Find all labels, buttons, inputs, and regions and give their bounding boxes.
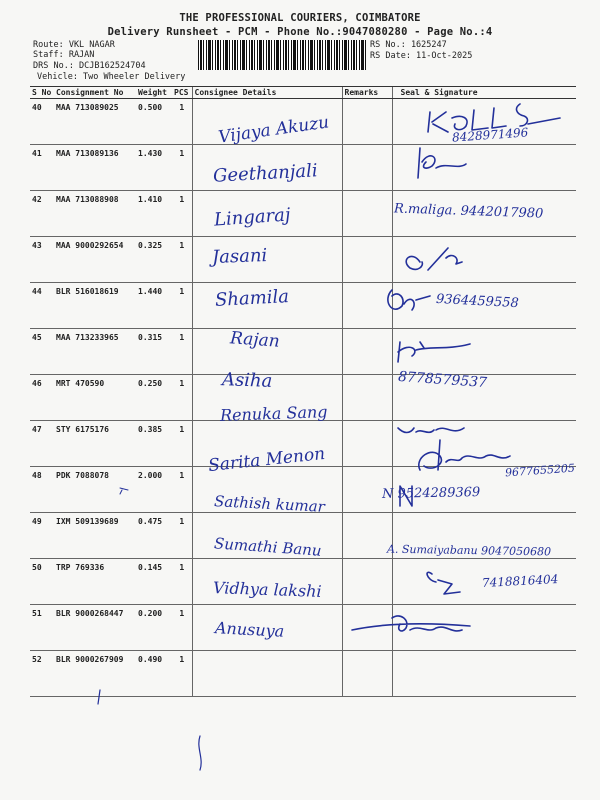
sno-cell: 50: [30, 559, 54, 605]
pcs-cell: 1: [172, 329, 192, 375]
consignment-cell: MRT 470590: [54, 375, 136, 421]
sno-cell: 52: [30, 651, 54, 697]
consignment-cell: IXM 509139689: [54, 513, 136, 559]
pcs-cell: 1: [172, 99, 192, 145]
handwritten-signature-note: 8778579537: [397, 368, 488, 392]
pcs-cell: 1: [172, 605, 192, 651]
staff-label: Staff: RAJAN: [33, 50, 95, 60]
consignment-cell: PDK 7088078: [54, 467, 136, 513]
header-remarks: Remarks: [342, 87, 392, 99]
weight-cell: 1.430: [136, 145, 172, 191]
pcs-cell: 1: [172, 559, 192, 605]
weight-cell: 0.325: [136, 237, 172, 283]
company-title: THE PROFESSIONAL COURIERS, COIMBATORE: [179, 12, 421, 24]
signature-mark: [352, 616, 470, 631]
handwritten-signature-note: A. Sumaiyabanu 9047050680: [386, 542, 552, 559]
signature-mark: [398, 428, 464, 433]
handwritten-name: Lingaraj: [213, 204, 292, 231]
handwritten-name: Rajan: [229, 328, 281, 352]
handwritten-signature-note: 8428971496: [451, 125, 529, 145]
sno-cell: 41: [30, 145, 54, 191]
pcs-cell: 1: [172, 651, 192, 697]
sno-cell: 44: [30, 283, 54, 329]
rs-date: RS Date: 11-Oct-2025: [370, 51, 473, 61]
weight-cell: 0.145: [136, 559, 172, 605]
handwritten-name: Sumathi Banu: [213, 534, 323, 560]
handwritten-signature-note: 7418816404: [481, 572, 559, 590]
pcs-cell: 1: [172, 191, 192, 237]
header-pcs: PCS: [172, 87, 192, 99]
rs-number: RS No.: 1625247: [370, 40, 447, 50]
consignment-cell: MAA 713089025: [54, 99, 136, 145]
consignment-cell: TRP 769336: [54, 559, 136, 605]
signature-mark: [388, 290, 430, 310]
handwritten-name: Sathish kumar: [213, 492, 326, 516]
handwritten-name: Shamila: [214, 286, 290, 311]
header-signature: Seal & Signature: [392, 87, 576, 99]
stray-mark: [98, 690, 201, 770]
handwritten-signature-note: N 9524289369: [381, 485, 481, 502]
signature-mark: [427, 572, 460, 594]
pcs-cell: 1: [172, 145, 192, 191]
signature-mark: [419, 440, 510, 470]
pcs-cell: 1: [172, 421, 192, 467]
handwritten-name: Renuka Sang: [219, 402, 328, 425]
consignment-cell: BLR 516018619: [54, 283, 136, 329]
stray-mark: [120, 488, 128, 494]
runsheet-subtitle: Delivery Runsheet - PCM - Phone No.:9047080280 - Page No.:4: [107, 26, 493, 38]
consignment-cell: MAA 713233965: [54, 329, 136, 375]
route-label: Route: VKL NAGAR: [33, 40, 115, 50]
weight-cell: 0.490: [136, 651, 172, 697]
sno-cell: 51: [30, 605, 54, 651]
handwritten-name: Vijaya Akuzu: [217, 112, 331, 148]
sno-cell: 49: [30, 513, 54, 559]
drs-label: DRS No.: DCJB162524704: [33, 61, 146, 71]
sno-cell: 40: [30, 99, 54, 145]
pcs-cell: 1: [172, 375, 192, 421]
weight-cell: 0.475: [136, 513, 172, 559]
pcs-cell: 1: [172, 283, 192, 329]
handwritten-name: Geethanjali: [212, 160, 319, 187]
consignment-cell: BLR 9000267909: [54, 651, 136, 697]
handwritten-name: Asiha: [221, 369, 273, 392]
pcs-cell: 1: [172, 467, 192, 513]
sno-cell: 45: [30, 329, 54, 375]
weight-cell: 1.440: [136, 283, 172, 329]
sno-cell: 43: [30, 237, 54, 283]
handwritten-signature-note: 9677655205: [504, 461, 576, 480]
handwritten-name: Vidhya lakshi: [212, 578, 322, 601]
signature-mark: [400, 486, 412, 506]
handwritten-signature-note: R.maliga. 9442017980: [393, 201, 544, 222]
handwritten-name: Sarita Menon: [207, 443, 327, 477]
header-weight: Weight: [136, 87, 172, 99]
header-sno: S No: [30, 87, 54, 99]
weight-cell: 0.315: [136, 329, 172, 375]
pcs-cell: 1: [172, 237, 192, 283]
weight-cell: 1.410: [136, 191, 172, 237]
handwritten-name: Jasani: [211, 245, 268, 268]
handwritten-signature-note: 9364459558: [435, 291, 520, 312]
weight-cell: 0.385: [136, 421, 172, 467]
consignment-cell: BLR 9000268447: [54, 605, 136, 651]
sno-cell: 48: [30, 467, 54, 513]
vehicle-label: Vehicle: Two Wheeler Delivery: [37, 72, 186, 82]
consignment-cell: MAA 713089136: [54, 145, 136, 191]
sno-cell: 47: [30, 421, 54, 467]
signature-mark: [406, 248, 462, 270]
consignment-cell: MAA 713088908: [54, 191, 136, 237]
signature-mark: [418, 148, 466, 178]
weight-cell: 0.200: [136, 605, 172, 651]
handwritten-name: Anusuya: [214, 618, 285, 641]
sno-cell: 46: [30, 375, 54, 421]
sno-cell: 42: [30, 191, 54, 237]
weight-cell: 2.000: [136, 467, 172, 513]
pcs-cell: 1: [172, 513, 192, 559]
weight-cell: 0.250: [136, 375, 172, 421]
header-consignment: Consignment No: [54, 87, 136, 99]
header-consignee: Consignee Details: [192, 87, 342, 99]
consignment-cell: MAA 9000292654: [54, 237, 136, 283]
signature-mark: [398, 342, 470, 362]
consignment-cell: STY 6175176: [54, 421, 136, 467]
weight-cell: 0.500: [136, 99, 172, 145]
signature-mark: [428, 104, 560, 132]
